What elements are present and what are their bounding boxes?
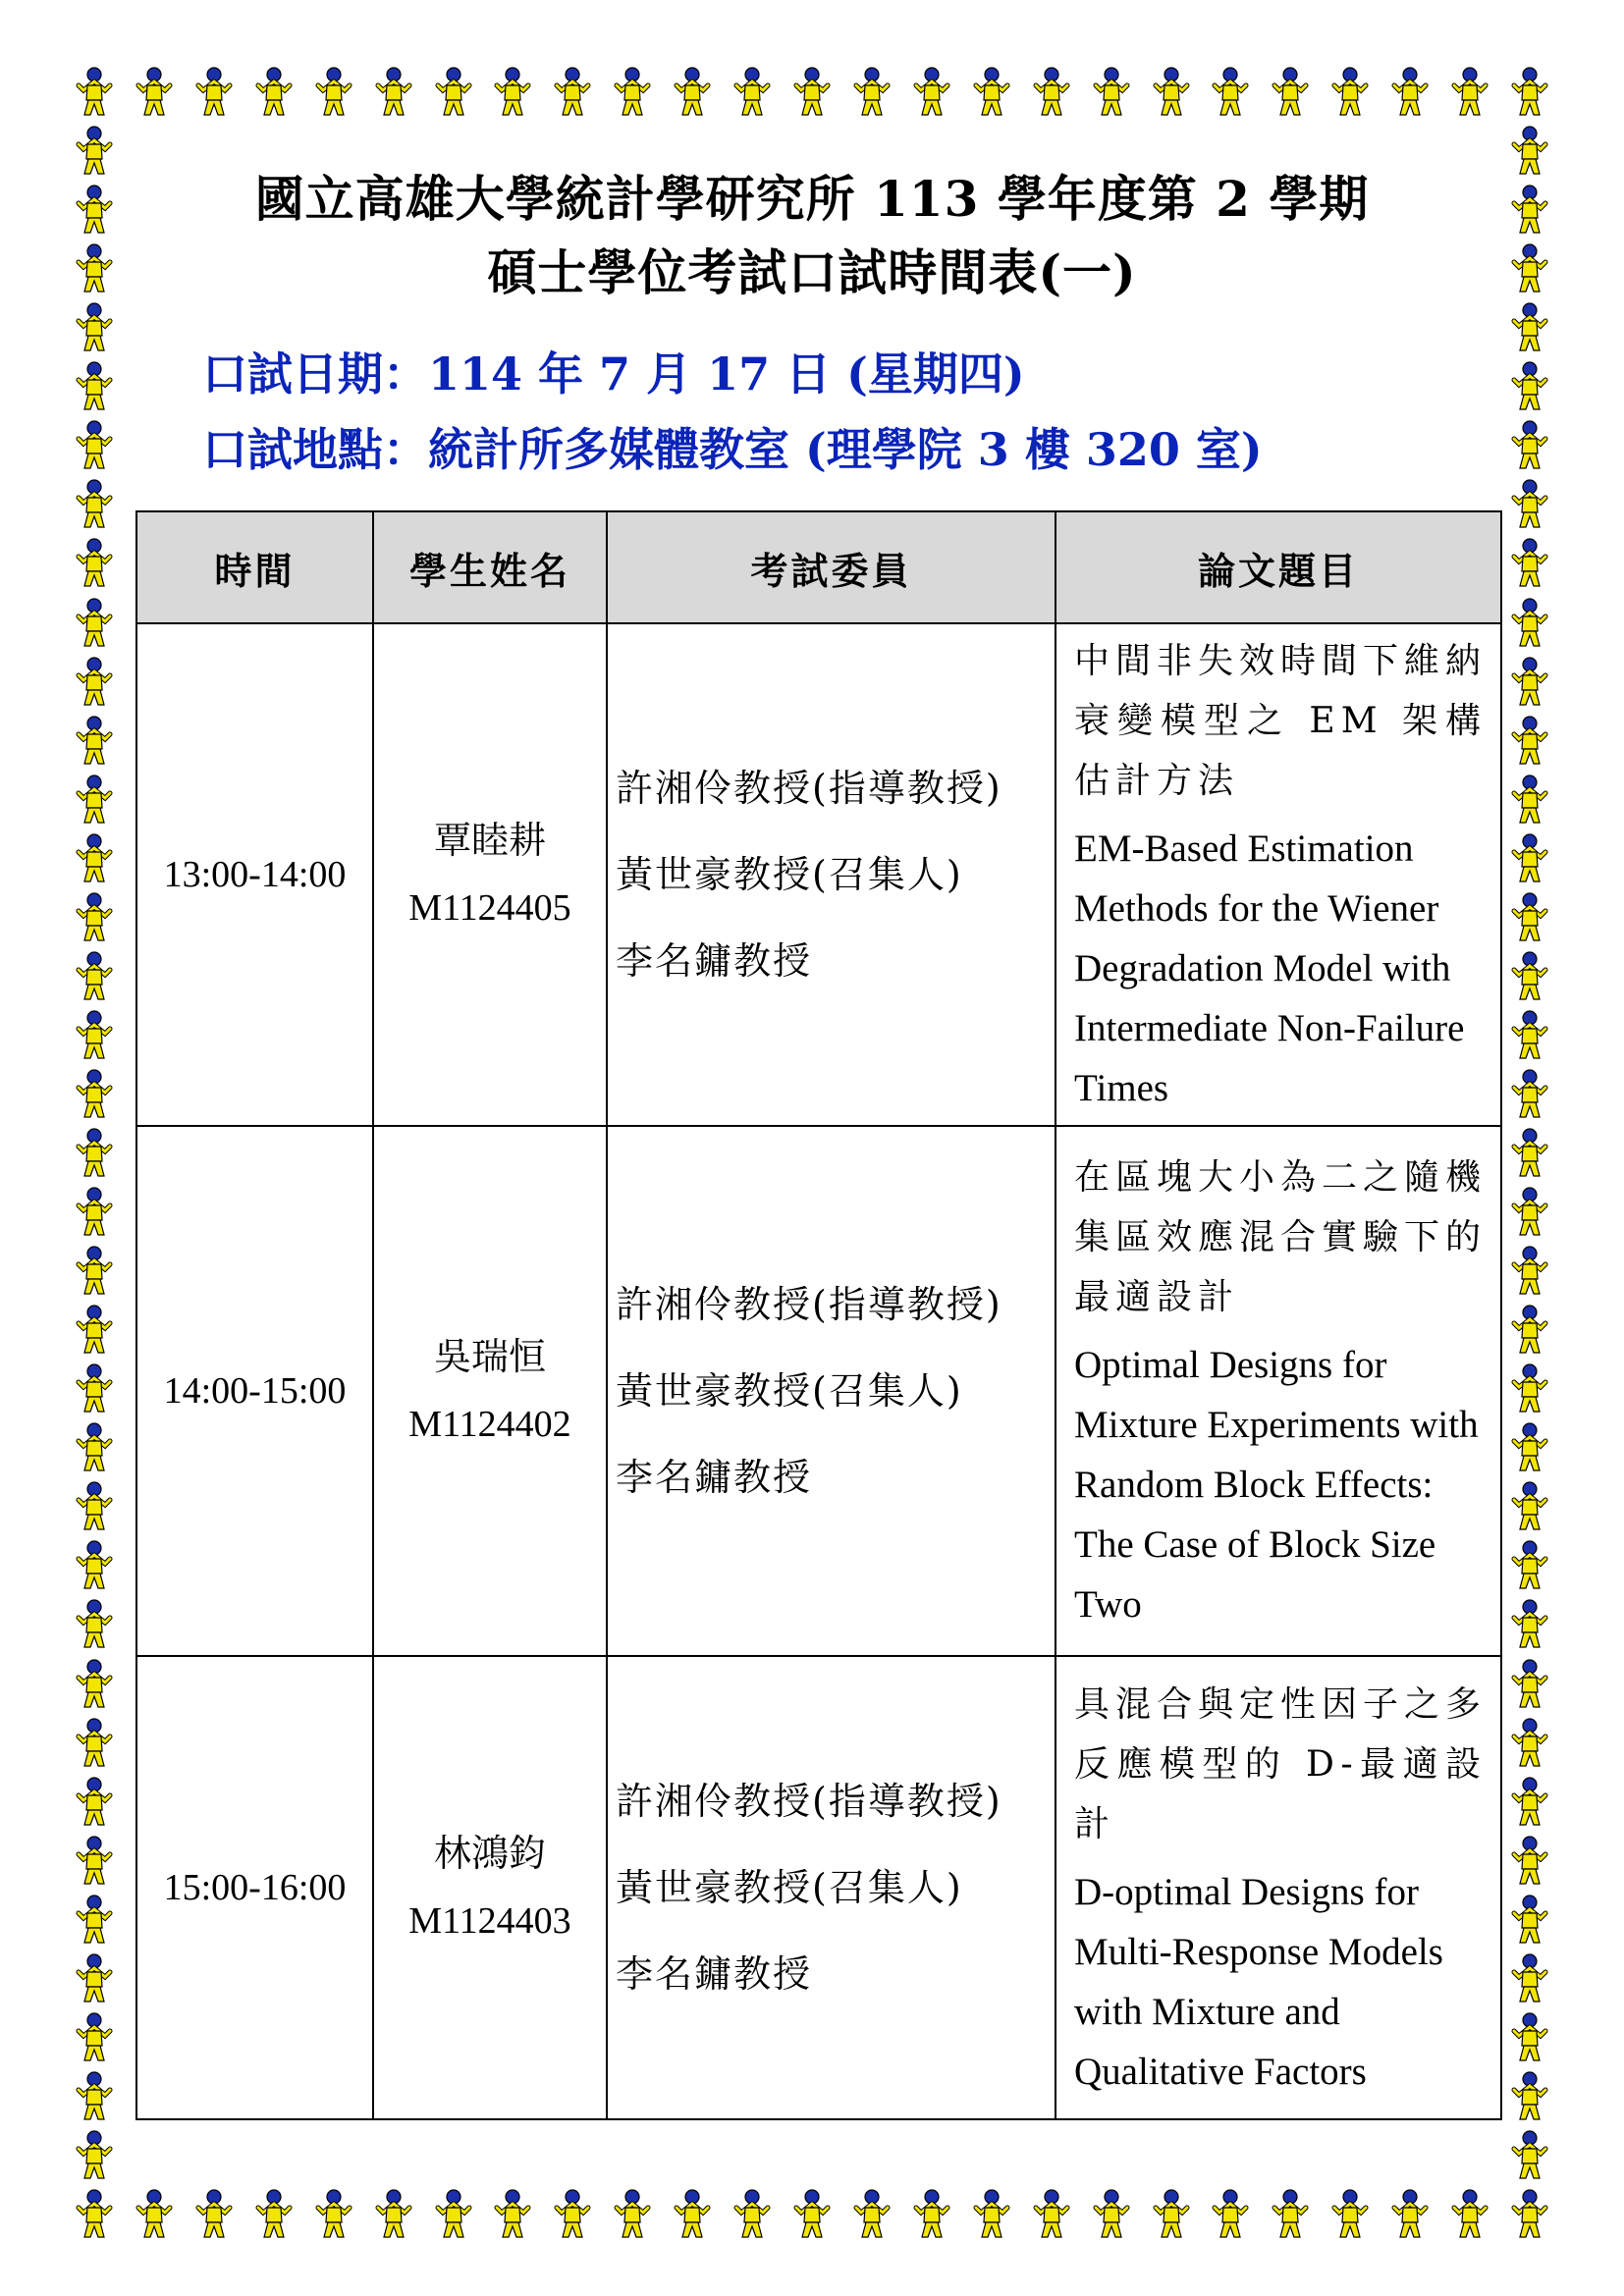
student-figure-icon xyxy=(1510,420,1549,471)
student-figure-icon xyxy=(75,1540,114,1591)
student-figure-icon xyxy=(1152,2189,1191,2240)
thesis-title-zh: 中間非失效時間下維納衰變模型之 EM 架構估計方法 xyxy=(1074,641,1488,801)
student-figure-icon xyxy=(75,1659,114,1710)
student-figure-icon xyxy=(75,657,114,708)
student-figure-icon xyxy=(135,67,174,118)
student-figure-icon xyxy=(1510,892,1549,943)
student-figure-icon xyxy=(75,598,114,649)
student-figure-icon xyxy=(75,1363,114,1415)
student-figure-icon xyxy=(1510,1540,1549,1591)
student-figure-icon xyxy=(1510,1836,1549,1887)
student-figure-icon xyxy=(1510,1659,1549,1710)
student-figure-icon xyxy=(75,1187,114,1238)
committee-member: 黃世豪教授(召集人) xyxy=(616,1369,963,1413)
student-figure-icon xyxy=(75,1599,114,1650)
student-figure-icon xyxy=(1152,67,1191,118)
student-figure-icon xyxy=(314,2189,353,2240)
student-figure-icon xyxy=(75,2189,114,2240)
thesis-title-zh: 具混合與定性因子之多反應模型的 D-最適設計 xyxy=(1074,1683,1488,1844)
student-figure-icon xyxy=(553,2189,592,2240)
student-figure-icon xyxy=(75,1836,114,1887)
thesis-title-zh: 在區塊大小為二之隨機集區效應混合實驗下的最適設計 xyxy=(1074,1157,1488,1317)
student-figure-icon xyxy=(1510,1895,1549,1946)
student-figure-icon xyxy=(75,361,114,412)
student-figure-icon xyxy=(613,2189,652,2240)
thesis-cell xyxy=(1056,623,1501,1126)
student-figure-icon xyxy=(434,2189,473,2240)
committee-member: 許湘伶教授(指導教授) xyxy=(616,1780,1002,1823)
header-student-name: 學生姓名 xyxy=(373,511,607,623)
schedule-table xyxy=(135,510,1502,2120)
student-figure-icon xyxy=(1211,67,1250,118)
student-figure-icon xyxy=(912,67,951,118)
student-figure-icon xyxy=(75,67,114,118)
student-figure-icon xyxy=(1510,1187,1549,1238)
student-figure-icon xyxy=(75,479,114,530)
student-figure-icon xyxy=(75,833,114,884)
student-id: M1124403 xyxy=(408,1900,571,1942)
student-name: 吳瑞恒 xyxy=(433,1337,546,1378)
student-figure-icon xyxy=(732,67,772,118)
student-figure-icon xyxy=(75,1953,114,2004)
student-figure-icon xyxy=(852,2189,892,2240)
student-figure-icon xyxy=(673,67,712,118)
student-figure-icon xyxy=(75,716,114,767)
committee-member: 黃世豪教授(召集人) xyxy=(616,853,963,896)
student-figure-icon xyxy=(1271,2189,1310,2240)
student-figure-icon xyxy=(1510,1363,1549,1415)
table-row xyxy=(136,623,1501,1126)
committee-cell xyxy=(607,1656,1056,2119)
student-figure-icon xyxy=(75,1246,114,1297)
student-figure-icon xyxy=(254,67,294,118)
thesis-cell xyxy=(1056,1126,1501,1656)
committee-member: 許湘伶教授(指導教授) xyxy=(616,1283,1002,1326)
student-figure-icon xyxy=(493,2189,532,2240)
student-figure-icon xyxy=(434,67,473,118)
student-figure-icon xyxy=(1330,67,1370,118)
student-figure-icon xyxy=(1510,1128,1549,1179)
student-figure-icon xyxy=(912,2189,951,2240)
student-figure-icon xyxy=(1510,1246,1549,1297)
student-cell xyxy=(373,1656,607,2119)
student-figure-icon xyxy=(1510,361,1549,412)
student-figure-icon xyxy=(374,67,413,118)
student-figure-icon xyxy=(75,774,114,826)
student-figure-icon xyxy=(254,2189,294,2240)
table-header-row xyxy=(136,511,1501,623)
student-figure-icon xyxy=(1510,2012,1549,2063)
committee-member: 黃世豪教授(召集人) xyxy=(616,1866,963,1909)
student-figure-icon xyxy=(75,2012,114,2063)
committee-cell xyxy=(607,1126,1056,1656)
student-figure-icon xyxy=(1510,657,1549,708)
student-figure-icon xyxy=(1510,2071,1549,2122)
header-time: 時間 xyxy=(136,511,373,623)
header-thesis-title: 論文題目 xyxy=(1056,511,1501,623)
student-figure-icon xyxy=(1510,1069,1549,1120)
time-cell: 13:00-14:00 xyxy=(136,623,373,1126)
thesis-title-en: Optimal Designs for Mixture Experiments with Random Block Effects: The Case of Block Size Two xyxy=(1074,1344,1479,1626)
student-figure-icon xyxy=(1510,479,1549,530)
student-figure-icon xyxy=(792,67,832,118)
student-figure-icon xyxy=(1510,1422,1549,1473)
student-figure-icon xyxy=(1450,2189,1489,2240)
thesis-title-en: EM-Based Estimation Methods for the Wiener Degradation Model with Intermediate Non-Failure Times xyxy=(1074,828,1465,1109)
student-figure-icon xyxy=(1271,67,1310,118)
student-figure-icon xyxy=(194,67,234,118)
student-figure-icon xyxy=(1330,2189,1370,2240)
student-figure-icon xyxy=(194,2189,234,2240)
student-figure-icon xyxy=(1092,67,1131,118)
student-figure-icon xyxy=(75,892,114,943)
student-figure-icon xyxy=(75,1895,114,1946)
student-figure-icon xyxy=(1032,2189,1071,2240)
student-figure-icon xyxy=(75,1481,114,1532)
student-figure-icon xyxy=(792,2189,832,2240)
exam-location: 口試地點：統計所多媒體教室 (理學院 3 樓 320 室) xyxy=(202,423,1263,476)
student-figure-icon xyxy=(1032,67,1071,118)
student-figure-icon xyxy=(374,2189,413,2240)
student-figure-icon xyxy=(75,420,114,471)
committee-cell xyxy=(607,623,1056,1126)
student-figure-icon xyxy=(553,67,592,118)
student-figure-icon xyxy=(1092,2189,1131,2240)
student-figure-icon xyxy=(1510,67,1549,118)
student-figure-icon xyxy=(1510,1481,1549,1532)
student-figure-icon xyxy=(1510,2130,1549,2181)
student-figure-icon xyxy=(1510,1305,1549,1356)
student-figure-icon xyxy=(75,1305,114,1356)
committee-member: 李名鏞教授 xyxy=(616,1952,813,1996)
student-figure-icon xyxy=(852,67,892,118)
student-figure-icon xyxy=(75,951,114,1002)
student-figure-icon xyxy=(673,2189,712,2240)
student-name: 覃睦耕 xyxy=(433,821,546,862)
student-id: M1124402 xyxy=(408,1404,571,1445)
student-figure-icon xyxy=(1510,1599,1549,1650)
student-figure-icon xyxy=(1390,2189,1430,2240)
student-figure-icon xyxy=(1510,302,1549,353)
committee-member: 許湘伶教授(指導教授) xyxy=(616,767,1002,810)
exam-date: 口試日期：114 年 7 月 17 日 (星期四) xyxy=(202,347,1025,400)
student-figure-icon xyxy=(972,67,1011,118)
student-figure-icon xyxy=(1510,1718,1549,1769)
time-cell: 14:00-15:00 xyxy=(136,1126,373,1656)
student-figure-icon xyxy=(1510,951,1549,1002)
table-row xyxy=(136,1126,1501,1656)
student-figure-icon xyxy=(1510,1953,1549,2004)
student-figure-icon xyxy=(1510,2189,1549,2240)
thesis-cell xyxy=(1056,1656,1501,2119)
student-figure-icon xyxy=(1450,67,1489,118)
student-figure-icon xyxy=(972,2189,1011,2240)
page-title: 國立高雄大學統計學研究所 113 學年度第 2 學期 xyxy=(254,170,1370,228)
student-figure-icon xyxy=(1510,1777,1549,1828)
committee-member: 李名鏞教授 xyxy=(616,939,813,983)
student-figure-icon xyxy=(75,538,114,589)
student-figure-icon xyxy=(75,1069,114,1120)
student-figure-icon xyxy=(732,2189,772,2240)
student-name: 林鴻鈞 xyxy=(433,1834,546,1875)
student-figure-icon xyxy=(75,1718,114,1769)
student-figure-icon xyxy=(1510,716,1549,767)
student-figure-icon xyxy=(75,2130,114,2181)
student-figure-icon xyxy=(1510,833,1549,884)
student-figure-icon xyxy=(1510,598,1549,649)
header-committee: 考試委員 xyxy=(607,511,1056,623)
thesis-title-en: D-optimal Designs for Multi-Response Models with Mixture and Qualitative Factors xyxy=(1074,1870,1443,2093)
student-id: M1124405 xyxy=(408,887,571,929)
student-cell xyxy=(373,623,607,1126)
student-figure-icon xyxy=(493,67,532,118)
student-figure-icon xyxy=(613,67,652,118)
student-figure-icon xyxy=(1510,774,1549,826)
student-figure-icon xyxy=(75,1010,114,1061)
student-figure-icon xyxy=(314,67,353,118)
student-figure-icon xyxy=(75,2071,114,2122)
student-figure-icon xyxy=(1510,1010,1549,1061)
student-figure-icon xyxy=(75,302,114,353)
student-cell xyxy=(373,1126,607,1656)
student-figure-icon xyxy=(75,1128,114,1179)
student-figure-icon xyxy=(1510,538,1549,589)
table-row xyxy=(136,1656,1501,2119)
student-figure-icon xyxy=(1211,2189,1250,2240)
page-subtitle: 碩士學位考試口試時間表(一) xyxy=(487,243,1137,301)
time-cell: 15:00-16:00 xyxy=(136,1656,373,2119)
committee-member: 李名鏞教授 xyxy=(616,1456,813,1499)
student-figure-icon xyxy=(75,1777,114,1828)
student-figure-icon xyxy=(75,1422,114,1473)
student-figure-icon xyxy=(135,2189,174,2240)
student-figure-icon xyxy=(1390,67,1430,118)
